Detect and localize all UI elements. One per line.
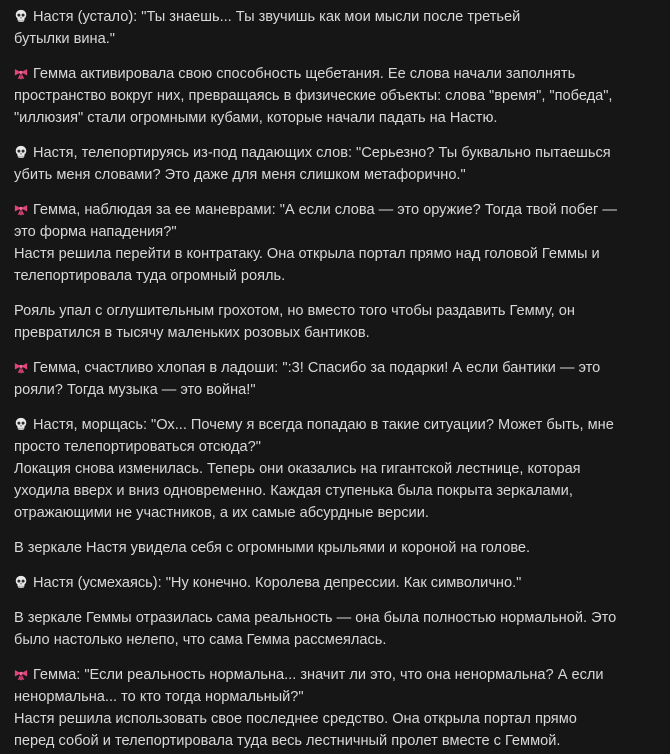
message-text: бутылки вина." bbox=[14, 31, 115, 47]
message-line bbox=[14, 730, 656, 752]
message-text: Рояль упал с оглушительным грохотом, но вместо того чтобы раздавить Гемму, он bbox=[14, 303, 575, 319]
message-text: убить меня словами? Это даже для меня слишком метафорично." bbox=[14, 167, 466, 183]
message-line bbox=[14, 572, 656, 594]
message-line bbox=[14, 243, 656, 265]
message-line bbox=[14, 164, 656, 186]
message-paragraph bbox=[14, 63, 656, 129]
ribbon-bow-icon bbox=[14, 66, 28, 80]
message-text: превратился в тысячу маленьких розовых бантиков. bbox=[14, 325, 370, 341]
message-paragraph bbox=[14, 537, 656, 559]
message-text: "иллюзия" стали огромными кубами, которые начали падать на Настю. bbox=[14, 110, 498, 126]
message-paragraph bbox=[14, 6, 656, 50]
message-paragraph bbox=[14, 414, 656, 524]
message-text: ненормальна... то кто тогда нормальный?" bbox=[14, 689, 304, 705]
message-text: Настя (устало): "Ты знаешь... Ты звучишь как мои мысли после третьей bbox=[33, 9, 521, 25]
message-text: телепортировала туда огромный рояль. bbox=[14, 268, 286, 284]
ribbon-bow-icon bbox=[14, 667, 28, 681]
skull-icon bbox=[14, 575, 28, 589]
skull-icon bbox=[14, 9, 28, 23]
skull-icon bbox=[14, 417, 28, 431]
message-paragraph bbox=[14, 199, 656, 287]
message-text: В зеркале Настя увидела себя с огромными крыльями и короной на голове. bbox=[14, 540, 531, 556]
message-line bbox=[14, 28, 656, 50]
message-line bbox=[14, 322, 656, 344]
message-line bbox=[14, 708, 656, 730]
message-line bbox=[14, 629, 656, 651]
message-paragraph bbox=[14, 142, 656, 186]
message-text: рояли? Тогда музыка — это война!" bbox=[14, 382, 256, 398]
message-line bbox=[14, 502, 656, 524]
message-text: Гемма, счастливо хлопая в ладоши: ":3! Спасибо за подарки! А если бантики — это bbox=[33, 360, 601, 376]
message-line bbox=[14, 379, 656, 401]
message-paragraph bbox=[14, 357, 656, 401]
message-line bbox=[14, 436, 656, 458]
message-paragraph bbox=[14, 607, 656, 651]
message-paragraph bbox=[14, 300, 656, 344]
message-line bbox=[14, 85, 656, 107]
message-text: пространство вокруг них, превращаясь в физические объекты: слова "время", "победа", bbox=[14, 88, 613, 104]
message-text: просто телепортироваться отсюда?" bbox=[14, 439, 261, 455]
message-text: Гемма, наблюдая за ее маневрами: "А если слова — это оружие? Тогда твой побег — bbox=[33, 202, 617, 218]
message-line bbox=[14, 607, 656, 629]
message-line bbox=[14, 458, 656, 480]
message-text: отражающими не участников, а их самые абсурдные версии. bbox=[14, 505, 429, 521]
message-paragraph bbox=[14, 664, 656, 752]
message-line bbox=[14, 664, 656, 686]
message-line bbox=[14, 107, 656, 129]
message-text: было настолько нелепо, что сама Гемма рассмеялась. bbox=[14, 632, 387, 648]
message-line bbox=[14, 63, 656, 85]
message-text: Гемма активировала свою способность щебетания. Ее слова начали заполнять bbox=[33, 66, 576, 82]
message-line bbox=[14, 6, 656, 28]
message-line bbox=[14, 686, 656, 708]
message-line bbox=[14, 142, 656, 164]
skull-icon bbox=[14, 145, 28, 159]
message-line bbox=[14, 537, 656, 559]
message-text: Настя, морщась: "Ох... Почему я всегда попадаю в такие ситуации? Может быть, мне bbox=[33, 417, 614, 433]
message-text: Настя решила перейти в контратаку. Она открыла портал прямо над головой Геммы и bbox=[14, 246, 600, 262]
message-paragraph bbox=[14, 572, 656, 594]
ribbon-bow-icon bbox=[14, 202, 28, 216]
message-text: В зеркале Геммы отразилась сама реальность — она была полностью нормальной. Это bbox=[14, 610, 617, 626]
message-text: Настя, телепортируясь из-под падающих слов: "Серьезно? Ты буквально пытаешься bbox=[33, 145, 611, 161]
message-line bbox=[14, 414, 656, 436]
message-text: уходила вверх и вниз одновременно. Каждая ступенька была покрыта зеркалами, bbox=[14, 483, 573, 499]
ribbon-bow-icon bbox=[14, 360, 28, 374]
message-line bbox=[14, 199, 656, 221]
message-text: это форма нападения?" bbox=[14, 224, 177, 240]
message-text: Локация снова изменилась. Теперь они оказались на гигантской лестнице, которая bbox=[14, 461, 581, 477]
message-text: Настя (усмехаясь): "Ну конечно. Королева депрессии. Как символично." bbox=[33, 575, 522, 591]
message-line bbox=[14, 480, 656, 502]
message-text: Гемма: "Если реальность нормальна... значит ли это, что она ненормальна? А если bbox=[33, 667, 604, 683]
message-text: Настя решила использовать свое последнее средство. Она открыла портал прямо bbox=[14, 711, 577, 727]
message-line bbox=[14, 357, 656, 379]
message-line bbox=[14, 221, 656, 243]
message-line bbox=[14, 265, 656, 287]
message-line bbox=[14, 300, 656, 322]
message-text: перед собой и телепортировала туда весь лестничный пролет вместе с Геммой. bbox=[14, 733, 561, 749]
